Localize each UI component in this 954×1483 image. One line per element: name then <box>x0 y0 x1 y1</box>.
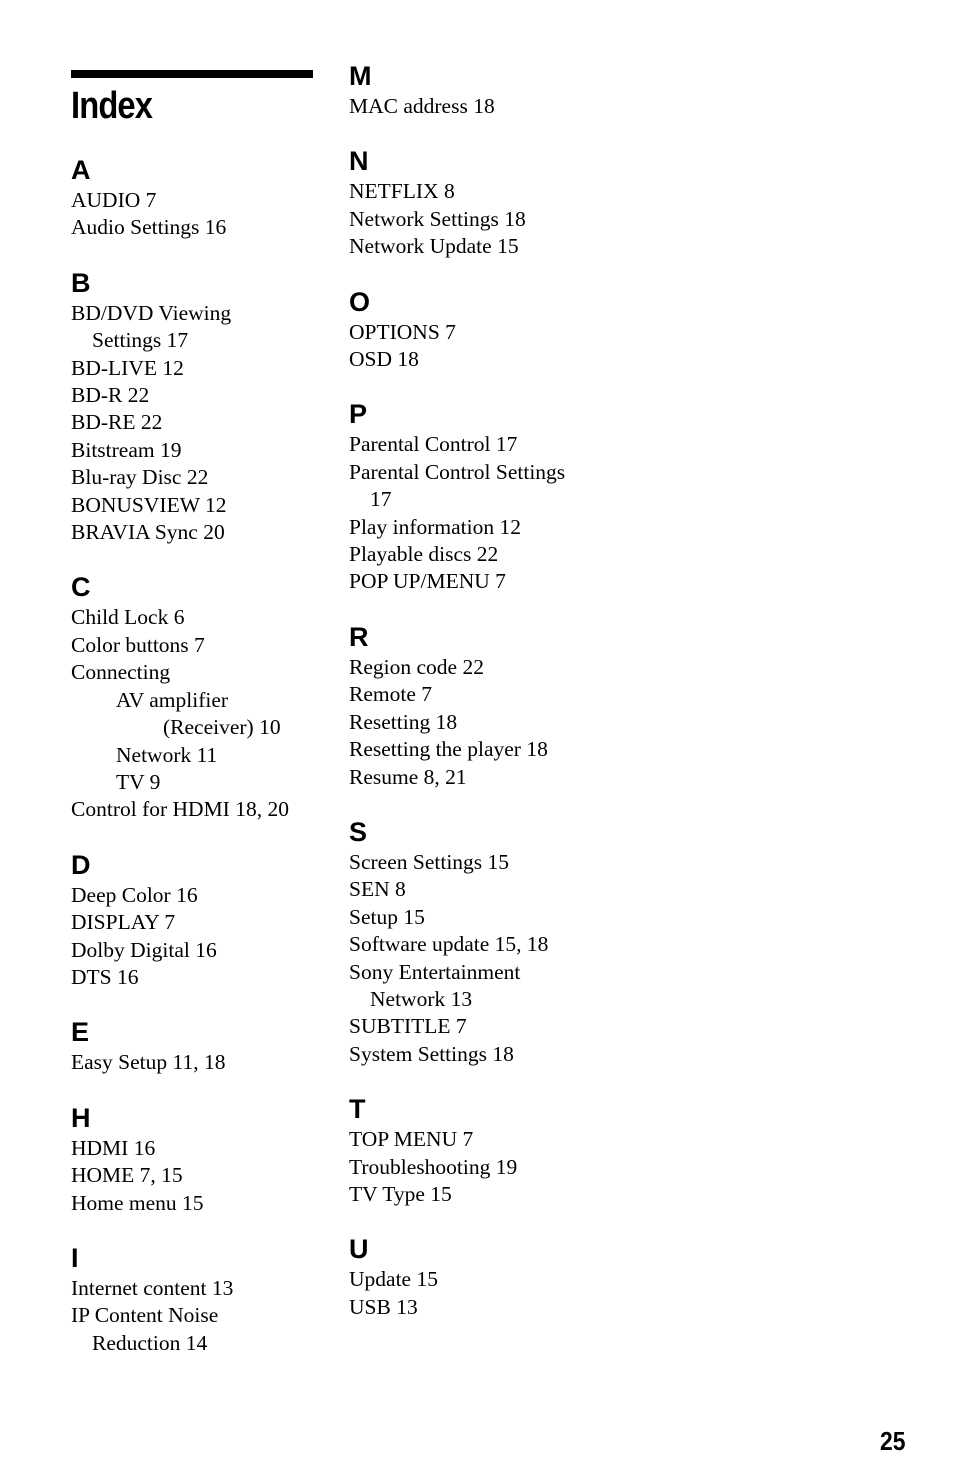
index-entry: BD/DVD Viewing <box>71 300 232 325</box>
index-entry: System Settings 18 <box>349 1041 514 1066</box>
section-letter: E <box>71 1017 90 1048</box>
section-p <box>349 398 629 595</box>
section-i <box>71 1242 331 1357</box>
section-letter: B <box>71 267 91 298</box>
index-entry: Control for HDMI 18, 20 <box>71 797 289 822</box>
section-letter: M <box>349 61 372 91</box>
index-entry: Connecting <box>71 660 171 685</box>
index-entry: Region code 22 <box>349 654 484 679</box>
section-e <box>71 1016 331 1076</box>
index-entry: Resetting the player 18 <box>349 737 548 762</box>
section-b <box>71 267 331 547</box>
section-n <box>349 145 629 260</box>
page-title: Index <box>71 85 153 127</box>
index-entry: Network Update 15 <box>349 234 519 259</box>
section-letter: D <box>71 849 91 880</box>
index-subentry: TV 9 <box>116 769 161 794</box>
index-entry: TOP MENU 7 <box>349 1127 474 1152</box>
section-r <box>349 621 629 791</box>
index-entry: OPTIONS 7 <box>349 319 456 344</box>
index-entry: Remote 7 <box>349 682 432 707</box>
section-letter: C <box>71 572 91 603</box>
index-entry: Sony Entertainment <box>349 959 521 984</box>
index-entry: Color buttons 7 <box>71 632 205 657</box>
index-entry: Internet content 13 <box>71 1275 234 1300</box>
index-entry: SEN 8 <box>349 877 406 902</box>
section-a <box>71 154 331 242</box>
section-letter: S <box>349 816 368 847</box>
index-column-left <box>71 154 331 1357</box>
index-entry: HDMI 16 <box>71 1135 156 1160</box>
index-entry: Home menu 15 <box>71 1190 204 1215</box>
index-entry: AUDIO 7 <box>71 188 157 212</box>
index-entry: Dolby Digital 16 <box>71 937 217 962</box>
index-entry: Audio Settings 16 <box>71 215 227 240</box>
index-entry: Network Settings 18 <box>349 206 526 231</box>
index-column-right <box>349 60 629 1321</box>
index-entry-continued: Reduction 14 <box>92 1330 208 1355</box>
index-entry: Blu-ray Disc 22 <box>71 465 209 490</box>
section-letter: N <box>349 146 369 177</box>
index-entry: BD-R 22 <box>71 383 150 408</box>
section-letter: I <box>71 1242 79 1273</box>
index-entry: Easy Setup 11, 18 <box>71 1050 226 1075</box>
index-entry: BRAVIA Sync 20 <box>71 520 225 545</box>
section-s <box>349 816 629 1068</box>
index-entry: Troubleshooting 19 <box>349 1154 518 1179</box>
index-entry-continued: Network 13 <box>370 986 473 1011</box>
section-letter: O <box>349 286 371 317</box>
title-rule <box>71 70 313 78</box>
index-entry: TV Type 15 <box>349 1181 452 1206</box>
index-entry: Resume 8, 21 <box>349 764 467 789</box>
section-letter: T <box>349 1094 366 1125</box>
index-entry: USB 13 <box>349 1294 418 1319</box>
index-entry: NETFLIX 8 <box>349 179 455 204</box>
index-entry: Parental Control 17 <box>349 432 518 457</box>
index-entry: Screen Settings 15 <box>349 849 510 874</box>
index-entry: Child Lock 6 <box>71 605 185 630</box>
index-entry: Parental Control Settings <box>349 459 566 484</box>
section-u <box>349 1233 629 1321</box>
index-subentry: Network 11 <box>116 742 218 767</box>
index-entry: MAC address 18 <box>349 94 495 118</box>
index-entry: BD-RE 22 <box>71 410 163 435</box>
section-m <box>349 60 629 120</box>
index-entry: DISPLAY 7 <box>71 910 176 935</box>
index-entry: BONUSVIEW 12 <box>71 492 227 517</box>
index-subentry-continued: (Receiver) 10 <box>163 715 281 740</box>
index-entry: Software update 15, 18 <box>349 932 549 957</box>
section-o <box>349 286 629 374</box>
index-entry: Bitstream 19 <box>71 437 182 462</box>
index-entry-continued: 17 <box>370 487 392 512</box>
section-letter: H <box>71 1102 91 1133</box>
section-letter: R <box>349 621 369 652</box>
section-letter: A <box>71 155 91 185</box>
index-entry: DTS 16 <box>71 964 139 989</box>
index-entry: IP Content Noise <box>71 1303 219 1328</box>
index-entry: Setup 15 <box>349 904 425 929</box>
section-d <box>71 849 331 992</box>
index-entry: Deep Color 16 <box>71 882 198 907</box>
index-entry-continued: Settings 17 <box>92 328 189 353</box>
section-h <box>71 1102 331 1217</box>
index-entry: Play information 12 <box>349 514 521 539</box>
index-entry: Playable discs 22 <box>349 542 499 567</box>
section-letter: P <box>349 399 368 430</box>
index-entry: SUBTITLE 7 <box>349 1014 467 1039</box>
section-t <box>349 1093 629 1208</box>
page-number: 25 <box>880 1426 906 1456</box>
index-entry: HOME 7, 15 <box>71 1163 183 1188</box>
index-subentry: AV amplifier <box>116 687 229 712</box>
index-entry: OSD 18 <box>349 347 419 372</box>
index-entry: Update 15 <box>349 1267 438 1292</box>
index-entry: Resetting 18 <box>349 709 458 734</box>
section-letter: U <box>349 1234 369 1265</box>
index-entry: POP UP/MENU 7 <box>349 569 506 594</box>
section-c <box>71 571 331 823</box>
index-entry: BD-LIVE 12 <box>71 355 184 380</box>
